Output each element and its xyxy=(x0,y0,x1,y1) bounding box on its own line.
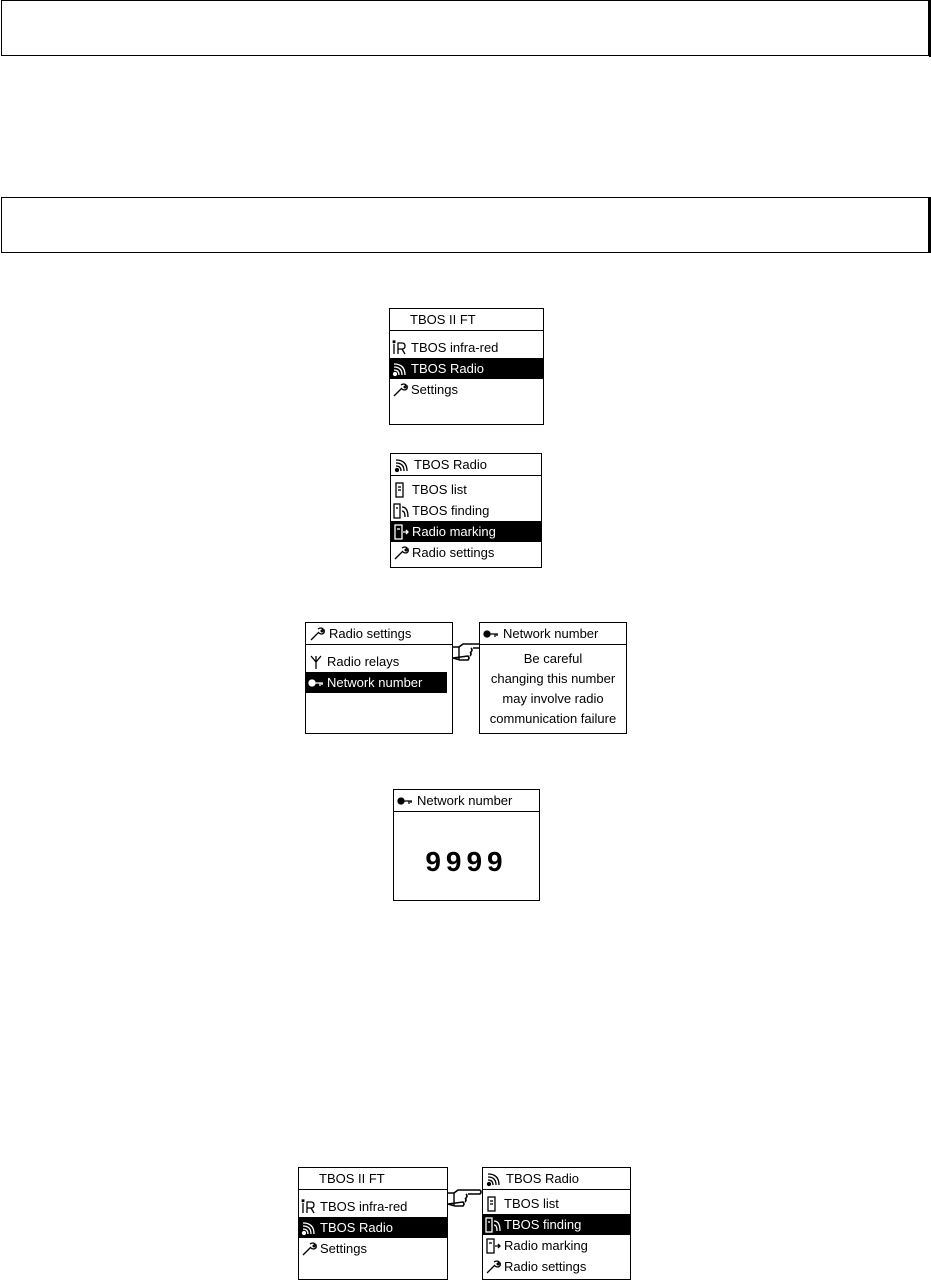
main-menu-title: TBOS II FT xyxy=(390,309,543,331)
module-icon xyxy=(393,482,409,498)
radio-menu-title-text: TBOS Radio xyxy=(414,457,487,472)
bottom-main-menu-title: TBOS II FT xyxy=(299,1168,447,1190)
bottom-radio-menu-title xyxy=(483,1168,630,1190)
menu-item-label: Settings xyxy=(320,1241,367,1256)
menu-item-label: Radio settings xyxy=(504,1259,587,1274)
menu-item-tbos-radio[interactable] xyxy=(390,358,543,379)
radio-settings-screen xyxy=(305,622,453,734)
network-number-title-text: Network number xyxy=(417,793,513,808)
menu-item-label: TBOS list xyxy=(504,1196,559,1211)
pointing-hand-icon xyxy=(446,1187,482,1209)
key-icon xyxy=(483,626,499,642)
network-number-screen xyxy=(393,789,540,901)
menu-item-label: TBOS infra-red xyxy=(320,1199,408,1214)
menu-item-tbos-radio[interactable] xyxy=(299,1217,447,1238)
key-icon xyxy=(308,675,324,691)
wrench-icon xyxy=(301,1241,317,1257)
radio-waves-icon xyxy=(486,1171,502,1187)
network-number-value[interactable]: 9999 xyxy=(425,846,508,877)
wrench-icon xyxy=(309,626,325,642)
wrench-icon xyxy=(485,1259,501,1275)
infrared-icon xyxy=(392,340,408,356)
bottom-main-menu-screen xyxy=(298,1167,448,1280)
antenna-icon xyxy=(308,654,324,670)
radio-waves-icon xyxy=(392,361,408,377)
menu-item-label: Radio settings xyxy=(412,545,495,560)
radio-menu-screen xyxy=(390,453,542,568)
module-icon xyxy=(485,1196,501,1212)
menu-item-label: TBOS finding xyxy=(412,503,490,518)
network-warning-screen xyxy=(479,622,627,734)
radio-settings-title-text: Radio settings xyxy=(329,626,412,641)
menu-item-radio-relays[interactable] xyxy=(306,651,452,672)
header-box-top xyxy=(1,0,929,56)
key-icon xyxy=(397,793,413,809)
menu-item-label: Radio marking xyxy=(412,524,496,539)
menu-item-tbos-finding[interactable] xyxy=(391,500,541,521)
radio-waves-icon xyxy=(394,457,410,473)
warning-line: communication failure xyxy=(489,711,617,726)
menu-item-radio-marking[interactable] xyxy=(483,1235,630,1256)
bottom-radio-menu-title-text: TBOS Radio xyxy=(506,1171,579,1186)
bottom-radio-menu-screen xyxy=(482,1167,631,1280)
menu-item-label: TBOS infra-red xyxy=(411,340,499,355)
menu-item-network-number[interactable] xyxy=(306,672,447,693)
menu-item-label: Network number xyxy=(327,675,423,690)
infrared-icon xyxy=(301,1199,317,1215)
wrench-icon xyxy=(393,545,409,561)
module-radio-icon xyxy=(393,503,409,519)
menu-item-label: TBOS list xyxy=(412,482,467,497)
menu-item-radio-settings[interactable] xyxy=(483,1256,630,1277)
menu-item-tbos-list[interactable] xyxy=(391,479,541,500)
menu-item-tbos-list[interactable] xyxy=(483,1193,630,1214)
radio-menu-title xyxy=(391,454,541,476)
main-menu-screen xyxy=(389,308,544,425)
warning-line: may involve radio xyxy=(502,691,604,706)
menu-item-label: TBOS Radio xyxy=(320,1220,393,1235)
header-box-second xyxy=(1,197,929,253)
menu-item-label: Settings xyxy=(411,382,458,397)
module-arrow-icon xyxy=(393,524,409,540)
menu-item-settings[interactable] xyxy=(299,1238,447,1259)
network-warning-message xyxy=(480,645,626,729)
menu-item-label: TBOS Radio xyxy=(411,361,484,376)
wrench-icon xyxy=(392,382,408,398)
menu-item-label: Radio marking xyxy=(504,1238,588,1253)
menu-item-label: Radio relays xyxy=(327,654,400,669)
module-arrow-icon xyxy=(485,1238,501,1254)
menu-item-tbos-finding[interactable] xyxy=(483,1214,630,1235)
menu-item-radio-marking[interactable] xyxy=(391,521,541,542)
network-number-title xyxy=(394,790,539,812)
radio-waves-icon xyxy=(301,1220,317,1236)
menu-item-radio-settings[interactable] xyxy=(391,542,541,563)
menu-item-label: TBOS finding xyxy=(504,1217,582,1232)
menu-item-tbos-infra-red[interactable] xyxy=(390,337,543,358)
network-warning-title xyxy=(480,623,626,645)
radio-settings-title xyxy=(306,623,452,645)
menu-item-tbos-infra-red[interactable] xyxy=(299,1196,447,1217)
module-radio-icon xyxy=(485,1217,501,1233)
warning-line: Be careful xyxy=(523,651,583,666)
menu-item-settings[interactable] xyxy=(390,379,543,400)
network-warning-title-text: Network number xyxy=(503,626,599,641)
warning-line: changing this number xyxy=(490,671,616,686)
